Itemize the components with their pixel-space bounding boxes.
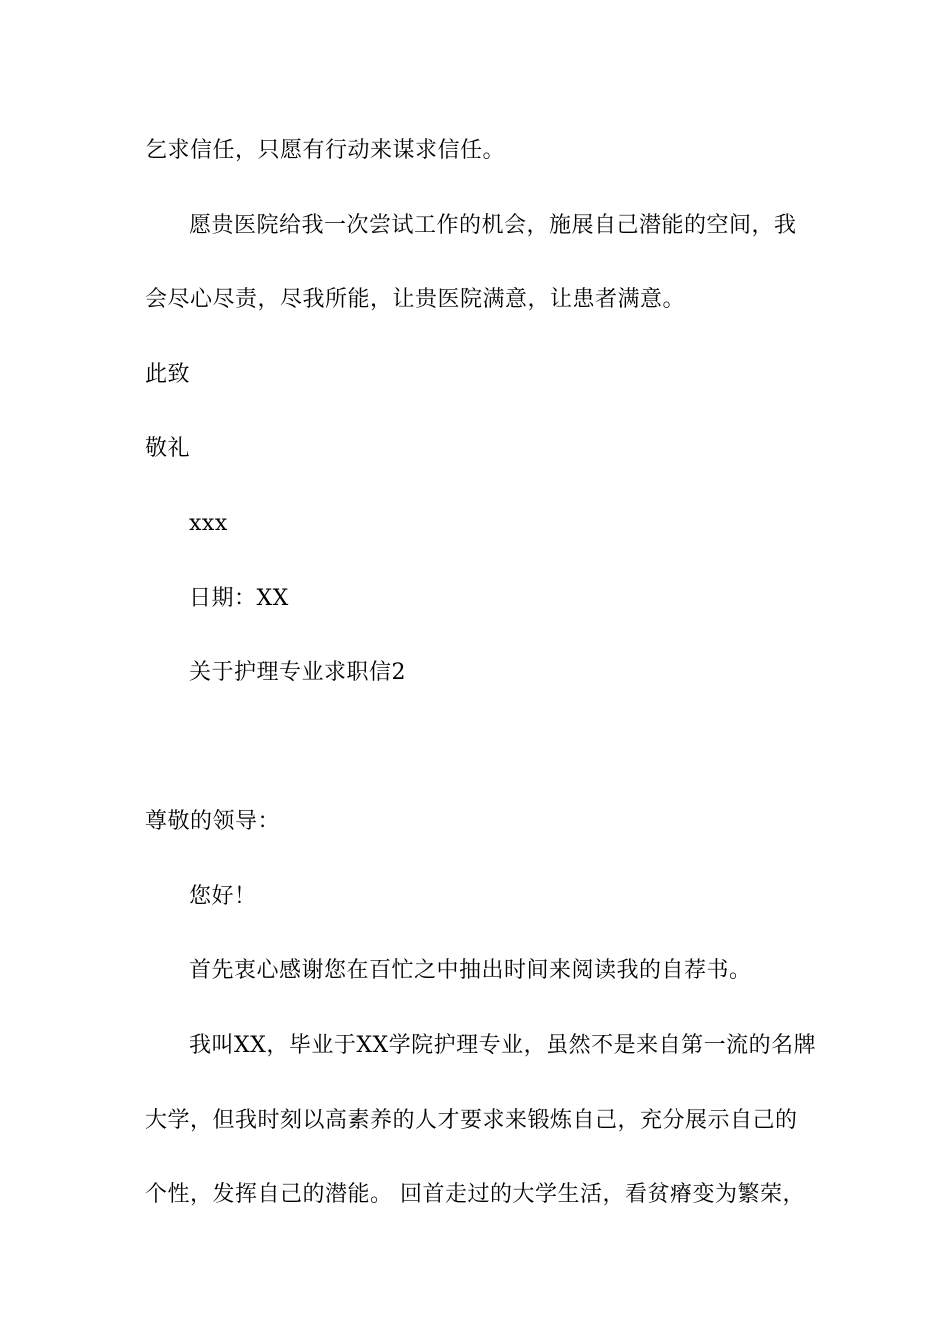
paragraph-line: 大学，但我时刻以高素养的人才要求来锻炼自己，充分展示自己的 [145, 1108, 798, 1133]
greeting-hello: 您好！ [189, 884, 257, 909]
signature-date: 日期：XX [189, 586, 289, 611]
paragraph-line: 首先衷心感谢您在百忙之中抽出时间来阅读我的自荐书。 [189, 958, 752, 983]
paragraph-line: 会尽心尽责，尽我所能，让贵医院满意，让患者满意。 [145, 287, 686, 312]
paragraph-line: 愿贵医院给我一次尝试工作的机会，施展自己潜能的空间，我 [189, 213, 797, 238]
signature-name: xxx [189, 511, 228, 536]
section-title: 关于护理专业求职信2 [189, 660, 406, 685]
paragraph-line: 我叫XX，毕业于XX学院护理专业，虽然不是来自第一流的名牌 [189, 1033, 817, 1058]
closing-regards: 敬礼 [145, 436, 191, 461]
paragraph-line: 乞求信任，只愿有行动来谋求信任。 [145, 138, 506, 163]
paragraph-line: 个性，发挥自己的潜能。 回首走过的大学生活，看贫瘠变为繁荣， [145, 1182, 805, 1207]
closing-salutation: 此致 [145, 362, 191, 387]
greeting: 尊敬的领导： [145, 809, 281, 834]
